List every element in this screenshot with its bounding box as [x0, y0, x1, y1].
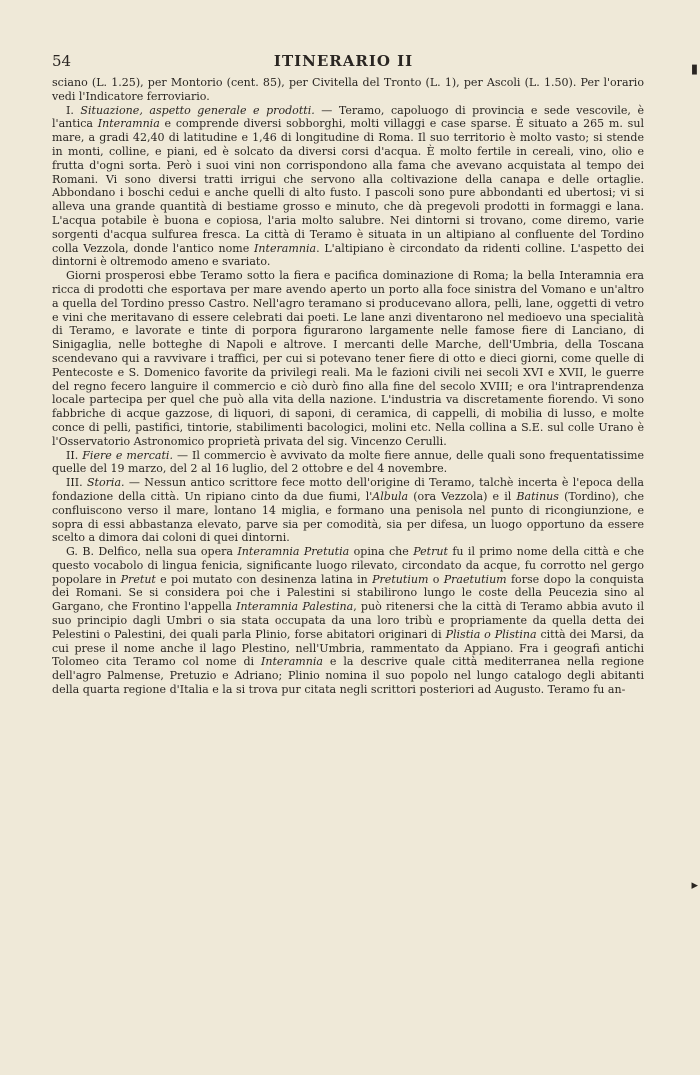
italic-text: Interamnia Palestina — [236, 600, 354, 614]
page-body — [52, 76, 644, 697]
text-run: Giorni prosperosi ebbe Teramo sotto la fiera e pacifica dominazione di Roma; la bella Interamnia era ricca di prodotti che esportava per mare avendo aperto un porto alla foce sinistra del Vomano e un'altro a quella del Tordino presso Castro. Nell'agro teramano si producevano allora, pelli, lane, oggetti di vetro e vini che meritavano di essere celebrati dai poeti. Le lane anzi diventarono nel medioevo una specialità di Teramo, e lavorate e tinte di porpora figurarono largamente nelle famose fiere di Lanciano, di Sinigaglia, nelle botteghe di Napoli e altrove. I mercanti delle Marche, dell'Umbria, della Toscana scendevano qui a ravvivare i traffici, per cui si potevano tener fiere di otto e dieci giorni, come quelle di Pentecoste e S. Domenico favorite da privilegi reali. Ma le fazioni civili nei secoli XVI e XVII, le guerre del regno fecero languire il commercio e ciò durò fino alla fine del secolo XVIII; e ora l'intraprendenza locale partecipa per quel che può alla vita della nazione. L'industria va discretamente fiorendo. Vi sono fabbriche di acque gazzose, di liquori, di saponi, di ceramica, di cappelli, di mobilia di lusso, e molte conce di pelli, pastifici, tintorie, stabilimenti bacologici, molini etc. Nella collina a S.E. sul colle Urano è l'Osservatorio Astronomico proprietà privata del sig. Vincenzo Cerulli. — [52, 269, 644, 448]
text-run: o — [428, 572, 444, 586]
text-run: — Il commercio è avvivato da molte fiere annue, delle quali sono frequentatissime quelle del 19 marzo, del 2 al 16 luglio, del 2 ottobre e del 4 novembre. — [52, 448, 644, 476]
paragraph — [52, 269, 644, 448]
italic-text: Interamnia — [97, 117, 160, 131]
italic-text: Interamnia — [260, 655, 324, 669]
italic-text: Situazione, aspetto generale e prodotti. — [80, 103, 315, 117]
italic-text: Interamnia Pretutia — [237, 545, 350, 559]
book-page: 54 ITINERARIO II sciano (L. 1.25), per Montorio (cent. 85), per Civitella del Tronto (L. 1), per Ascoli (L. 1.50). Per l'orario vedi l'Indicatore ferroviario. I. Situazione, aspetto generale e prodotti. — Teramo, capoluogo di provincia e sede vescovile, è l'antica Interamnia e comprende diversi sobborghi, molti villaggi e case sparse. È situato a 265 m. sul mare, a gradi 42,40 di latitudine e 1,46 di longitudine di Roma. Il suo territorio è molto vasto; si stende in monti, colline, e piani, ed è solcato da diversi corsi d'acqua. È molto fertile in cereali, vino, olio e frutta d'ogni sorta. Però i suoi vini non corrispondono alla fama che avevano acquistata al tempo dei Romani. Vi sono diversi tratti irrigui che servono alla coltivazione della canapa e delle ortaglie. Abbondano i boschi cedui e anche quelli di alto fusto. I pascoli sono pure abbondanti ed ubertosi; vi si alleva una grande quantità di bestiame grosso e minuto, che dà pregevoli prodotti in formaggi e lana. L'acqua potabile è buona e copiosa, l'aria molto salubre. Nei dintorni si trovano, come diremo, varie sorgenti d'acqua sulfurea fresca. La città di Teramo è situata in un altipiano al confluente del Tordino colla Vezzola, donde l'antico nome Interamnia. L'altipiano è circondato da ridenti colline. L'aspetto dei dintorni è oltremodo ameno e svariato. Giorni prosperosi ebbe Teramo sotto la fiera e pacifica dominazione di Roma; la bella Interamnia era ricca di prodotti che esportava per mare avendo aperto un porto alla foce sinistra del Vomano e un'altro a quella del Tordino presso Castro. Nell'agro teramano si producevano allora, pelli, lane, oggetti di vetro e vini che meritavano di essere celebrati dai poeti. Le lane anzi diventarono nel medioevo una specialità di Teramo, e lavorate e tinte di porpora figurarono largamente nelle famose fiere di Lanciano, di Sinigaglia, nelle botteghe di Napoli e altrove. I mercanti delle Marche, dell'Umbria, della Toscana scendevano qui a ravvivare i traffici, per cui si potevano tener fiere di otto e dieci giorni, come quelle di Pentecoste e S. Domenico favorite da privilegi reali. Ma le fazioni civili nei secoli XVI e XVII, le guerre del regno fecero languire il commercio e ciò durò fino alla fine del secolo XVIII; e ora l'intraprendenza locale partecipa per quel che può alla vita della nazione. L'industria va discretamente fiorendo. Vi sono fabbriche di acque gazzose, di liquori, di saponi, di ceramica, di cappelli, di mobilia di lusso, e molte conce di pelli, pastifici, tintorie, stabilimenti bacologici, molini etc. Nella collina a S.E. sul colle Urano è l'Osservatorio Astronomico proprietà privata del sig. Vincenzo Cerulli. II. Fiere e mercati. — Il commercio è avvivato da molte fiere annue, delle quali sono frequentatissime quelle del 19 marzo, del 2 al 16 luglio, del 2 ottobre e del 4 novembre. III. Storia. — Nessun antico scrittore fece motto dell'origine di Teramo, talchè incerta è l'epoca della fondazione della città. Un ripiano cinto da due fiumi, l'Albula (ora Vezzola) e il Batinus (Tordino), che confluiscono verso il mare, lontano 14 miglia, e formano una penisola nel punto di ricongiunzione, e sopra di essi abbastanza elevato, parve sia per comodità, sia per difesa, un luogo opportuno da essere scelto a dimora dai coloni di quei dintorni. G. B. Delfico, nella sua opera Interamnia Pretutia opina che Petrut fu il primo nome della città e che questo vocabolo di lingua fenicia, significante luogo rilevato, circondato da acque, fu corrotto nel gergo popolare in Pretut e poi mutato con desinenza latina in Pretutium o Praetutium forse dopo la conquista dei Romani. Se si considera poi che i Palestini si stabilirono lungo le coste della Peucezia sino al Gargano, che Frontino l'appella Interamnia Palestina, può ritenersi che la città di Teramo abbia avuto il suo principio dagli Umbri o sia stata occupata da una loro tribù e propriamente da quella detta dei Pelestini o Palestini, dei quali parla Plinio, forse abitatori originari di Plistia o Plistina città dei Marsi, da cui prese il nome anche il lago Plestino, nell'Umbria, rammentato da Appiano. Fra i geografi antichi Tolomeo cita Teramo col nome di Interamnia e la descrive quale città mediterranea nella regione dell'agro Palmense, Pretuzio e Adriano; Plinio nomina il suo popolo nel lungo catalogo degli abitanti della quarta regione d'Italia e la si trova pur citata negli scrittori posteriori ad Augusto. Teramo fu an- ▮ ▸ — [52, 52, 698, 893]
text-run: e comprende diversi sobborghi, molti villaggi e case sparse. È situato a 265 m. sul mare, a gradi 42,40 di latitudine e 1,46 di longitudine di Roma. Il suo territorio è molto vasto; si stende in monti, colline, e piani, ed è solcato da diversi corsi d'acqua. È molto fertile in cereali, vino, olio e frutta d'ogni sorta. Però i suoi vini non corrispondono alla fama che avevano acquistata al tempo dei Romani. Vi sono diversi tratti irrigui che servono alla coltivazione della canapa e delle ortaglie. Abbondano i boschi cedui e anche quelli di alto fusto. I pascoli sono pure abbondanti ed ubertosi; vi si alleva una grande quantità di bestiame grosso e minuto, che dà pregevoli prodotti in formaggi e lana. L'acqua potabile è buona e copiosa, l'aria molto salubre. Nei dintorni si trovano, come diremo, varie sorgenti d'acqua sulfurea fresca. La città di Teramo è situata in un altipiano al confluente del Tordino colla Vezzola, donde l'antico nome — [52, 117, 644, 255]
text-run: sciano (L. 1.25), per Montorio (cent. 85), per Civitella del Tronto (L. 1), per Ascoli (L. 1.50). Per l'orario vedi l'Indicatore ferroviario. — [52, 76, 644, 103]
paragraph — [52, 104, 644, 270]
text-run: opina che — [349, 545, 414, 559]
text-run: II. — [66, 448, 83, 462]
text-run: e poi mutato con desinenza latina in — [155, 572, 373, 586]
text-run: fu il primo nome della città e che questo vocabolo di lingua fenicia, significante luogo rilevato, circondato da acque, fu corrotto nel gergo popolare in — [52, 545, 644, 586]
page-header — [52, 52, 644, 70]
italic-text: Batinus — [516, 489, 559, 503]
paragraph — [52, 476, 644, 545]
italic-text: Praetutium — [443, 572, 507, 586]
text-run: — Nessun antico scrittore fece motto dell'origine di Teramo, talchè incerta è l'epoca della fondazione della città. Un ripiano cinto da due fiumi, l' — [52, 476, 644, 503]
text-run: G. B. Delfico, nella sua opera — [66, 545, 238, 559]
italic-text: Storia. — [86, 476, 125, 490]
italic-text: Albula — [372, 489, 409, 503]
text-run: città dei Marsi, da cui prese il nome anche il lago Plestino, nell'Umbria, rammentato da Appiano. Fra i geografi antichi Tolomeo cita Teramo col nome di — [52, 627, 644, 669]
text-run: forse dopo la conquista dei Romani. Se si considera poi che i Palestini si stabilirono lungo le coste della Peucezia sino al Gargano, che Frontino l'appella — [52, 572, 644, 614]
text-run: (ora Vezzola) e il — [408, 489, 517, 503]
italic-text: Interamnia — [254, 241, 317, 255]
text-run: III. — [66, 476, 87, 490]
page-number: 54 — [52, 52, 72, 70]
text-run: . L'altipiano è circondato da ridenti colline. L'aspetto dei dintorni è oltremodo ameno e svariato. — [52, 241, 644, 269]
text-run: I. — [66, 103, 81, 117]
running-title: ITINERARIO II — [273, 52, 414, 70]
text-run: (Tordino), che confluiscono verso il mare, lontano 14 miglia, e formano una penisola nel punto di ricongiunzione, e sopra di essi abbastanza elevato, parve sia per comodità, sia per difesa, un luogo opportuno da essere scelto a dimora dai coloni di quei dintorni. — [52, 489, 644, 545]
paragraph — [52, 449, 644, 477]
italic-text: Plistia o Plistina — [445, 627, 537, 641]
paragraph — [52, 545, 644, 697]
text-run: , può ritenersi che la città di Teramo abbia avuto il suo principio dagli Umbri o sia stata occupata da una loro tribù e propriamente da quella detta dei Pelestini o Palestini, dei quali parla Plinio, forse abitatori originari di — [52, 600, 644, 641]
paragraph — [52, 76, 644, 104]
italic-text: Pretut — [120, 572, 156, 586]
italic-text: Petrut — [413, 545, 448, 559]
italic-text: Pretutium — [372, 572, 429, 586]
text-run: e la descrive quale città mediterranea nella regione dell'agro Palmense, Pretuzio e Adriano; Plinio nomina il suo popolo nel lungo catalogo degli abitanti della quarta regione d'Italia e la si trova pur citata negli scrittori posteriori ad Augusto. Teramo fu an- — [52, 655, 645, 697]
italic-text: Fiere e mercati. — [82, 448, 173, 462]
text-run: — Teramo, capoluogo di provincia e sede vescovile, è l'antica — [52, 103, 645, 131]
